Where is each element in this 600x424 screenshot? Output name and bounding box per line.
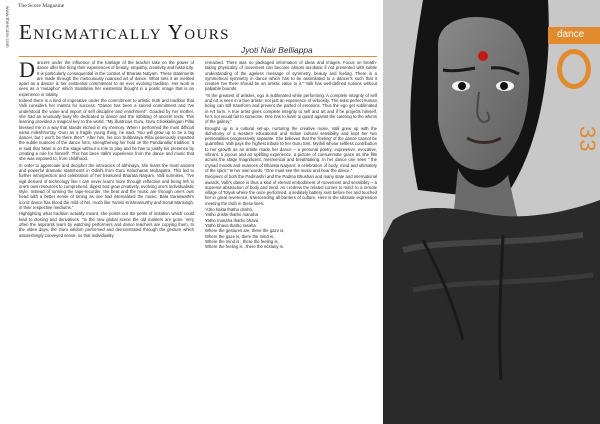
title-divider: [19, 56, 377, 57]
page-number: 33: [575, 126, 600, 153]
article-paragraph: "In the greatest of artistes, ego is sublimated while performing. A complete integrity of self and Art is seen in a true artiste; not just an experience of virtuosity. The least perfect human being can still transform and prevent the parted of emotions. Thus the ego get sublimated in Art form. A true artist gives complete integrity to self and art and if he projects himself, he's not would fail to someone. One has to learn to guard against the catering to the whims of the gallery.": [205, 92, 377, 125]
article-paragraph: Highlighting what tradition actually meant, she points out the perils of imitation which could lead to cloning and derivatives. "In the new global scene the old masters are gone. Very often the aspirants learn by watching performers and dance teachers are copying them. In the olden days, the Guru seldom performed and demonstrated through the gesture which astonishingly conveyed sense, so that individuality: [19, 211, 194, 238]
drop-cap: D: [19, 60, 35, 82]
poem-verse: [205, 207, 377, 249]
article-paragraph: Indeed there is a kind of imperative under the commitment to artistic truth and tradition that Valli considers her mantra for success. "Dance has been a sacred commitment and I've understood the value and import of self discipline and enrichment". Goaded by her mother, she had an unusually busy life dedicated to dance and the imbibing of ancient texts. This learning provided a magical key to the world. "My illustrious Guru, Guru Chokkalingam Pillai blessed me in a way that stands etched in my memory. When I performed the most difficult sama mileshhorray, Guru as a fragile young thing, he said, 'You will grow up to be a big dancer, but I won't be there then'". After him, his son Subbaraya Pillai generously imparted the subtle nuances of the dance form, strengthening her hold on the Pandanallur tradition. It is said that 'Mani is on the stage without a role to play and he has to justify his presence by creating a role for himself'. This has been Valli's experience from the dance and music that she was exposed to, from childhood.: [19, 98, 194, 162]
article-paragraph: Recipient of both the Padmashri and the Padma Bhushan and many state and international awards, Valli's dance is thus a kind of eternal embodiment of movement and sensibility – a supreme abstraction of body and mind. As I redrew the related comes to mind: to a remote village of Tolyuk where the once performed, a sedately battery sent before her and touched her in great reverence, transcending all barriers of culture. Here is the ultimate expression meeting the truth in these lines:: [205, 174, 377, 206]
poem-line: Yatho drishti thatho manaha: [205, 212, 258, 218]
poem-line: 'Atho hasta thatho drishti,: [205, 207, 253, 213]
poem-line: Where the gaze is, there the mind is,: [205, 233, 275, 239]
ring-graphic-icon: [557, 49, 591, 89]
poem-line: Yatho bhava thatho rasaha: [205, 222, 256, 228]
poem-line: Where the mind is , there the feeling is,: [205, 238, 279, 244]
article-column-1: [19, 60, 194, 412]
article-paragraph: Dancers under the influence of the tutelage of the teacher take on the power of dance offer like tiring their experiences of beauty, empathy, creativity and historicity. It is particularly consequential in the context of Bharata Natyam. These statements are made through the meticulously nuanced art of dance. What sets it as merited apart as a dancer is her existential commitment to an ever evolving tradition. Her work is seen as a 'metaphor' which translates her existential thought in a poetic image that is an experience in totality.: [19, 60, 194, 97]
poem-line: Where the gestures are, there the gaze is,: [205, 228, 285, 234]
article-author: Jyoti Nair Belliappa: [241, 45, 313, 55]
poem-line: Yatho manaha thatho bhava: [205, 217, 259, 223]
section-label: dance: [557, 29, 585, 40]
magazine-name: The Score Magazine: [18, 3, 65, 9]
section-label-badge: [548, 27, 600, 44]
article-paragraph: remained. There was no packaged information of ideas and images. Focus on breath-taking physicality of movement can become almost acrobatic if not presented with subtle understanding of the ageless message of symmetry, beauty and feeling. There is a symmetrical symmetry in dance which has to be assimilated to a dancer's such that it creates I've there should be an artistic value to it." Valli has well-defined notions without palpable bounds.: [205, 60, 377, 92]
article-title: Enigmatically Yours: [19, 20, 230, 44]
article-column-2: [205, 60, 377, 412]
article-paragraph: Brought up in a cultural set-up, nurturing the creative muse, Valli grew up with the dichotomy of a western educational and Indian cultural sensibility and kept her two personalities progressively separate. She believes that the 'feeling' of the dance cannot be quantified. Valli pays the highest tribute to her Guru Smt. Mythili whose selfless contribution to her growth as an artiste made her dance – a personal poetry, expressive, evocative, vibrant, a joyous and an uplifting experience, a picture of consummate grace as she flits across the stage magnificent, mesmerical and breathtaking. In her dance one sees " the myriad moods and nuances of Bharata Natyam: a celebration of body, mind and ultimately of the spirit." In her own words, "One must see the music and hear the dance.": [205, 125, 377, 173]
article-paragraph: In order to appreciate and decipher the intricacies of abhinaya, she learnt the most ancient and powerful dramatic statements in Odishi from Guru Kelucharan Mohapatra. This led to further introspection and celebration of her treasured Bharata Natyam. Valli surmises, "I've vigil derived of technology like I can never learnt more through reflection and being left to one's own resources to comprehend, digest and grow creatively, evolving one's individualistic style. Instead of running the tape-recorder, the beat and the music are through one's own head with a better sense of timing as one had internalised the music. Bala Saraswathi's iconic dance has blood the mild of her, much like Yamini Krishnamurthy and Sonal Mansingh, in their respective mediums.": [19, 162, 194, 211]
magazine-url: www.thescore.com: [5, 6, 10, 48]
poem-line: Where the feeling is , there the ecstasy is.: [205, 244, 284, 250]
